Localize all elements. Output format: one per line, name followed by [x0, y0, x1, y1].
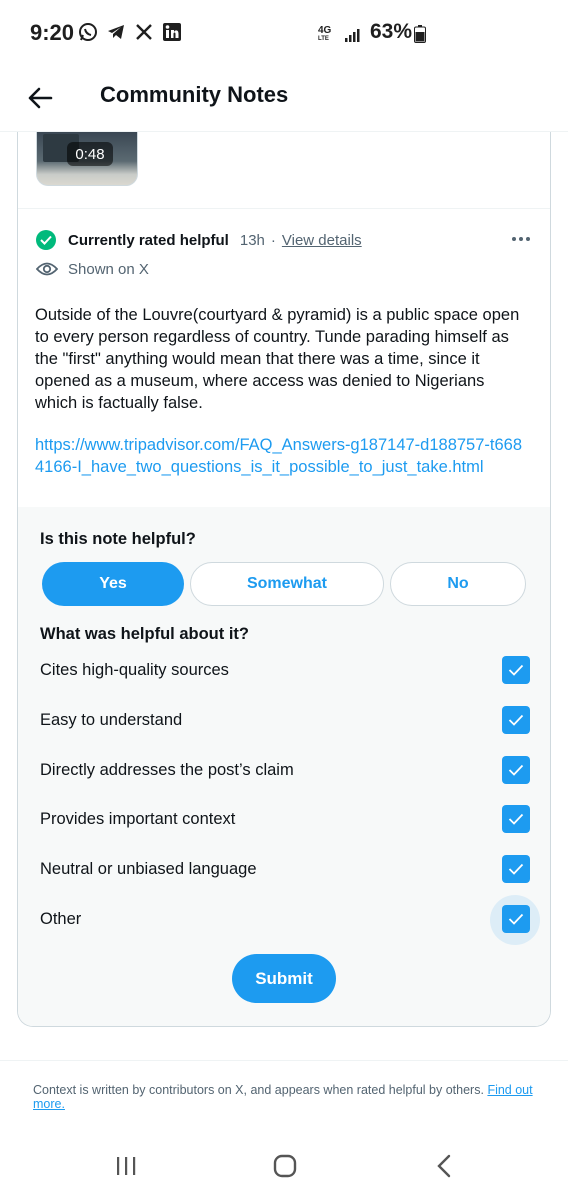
- rating-status-row: [36, 230, 362, 250]
- video-thumbnail[interactable]: [36, 132, 138, 186]
- view-details-link[interactable]: View details: [281, 231, 362, 249]
- footer-divider: [0, 1060, 568, 1061]
- find-out-more-link[interactable]: Find out more.: [33, 1083, 533, 1111]
- check-icon: [508, 714, 524, 726]
- reason-option[interactable]: [40, 705, 530, 735]
- check-icon: [508, 863, 524, 875]
- no-button[interactable]: No: [390, 562, 526, 606]
- status-time: 9:20: [30, 20, 75, 45]
- arrow-left-icon: [27, 86, 53, 110]
- network-label: 4G LTE: [318, 25, 332, 42]
- whatsapp-icon: [78, 22, 98, 42]
- checkbox[interactable]: [502, 905, 530, 933]
- system-nav-bar: [0, 1134, 568, 1199]
- notification-icons: [78, 22, 182, 42]
- yes-button[interactable]: Yes: [42, 562, 184, 606]
- shown-row: [36, 258, 149, 280]
- check-icon: [508, 813, 524, 825]
- telegram-icon: [106, 22, 126, 42]
- reason-label: Cites high-quality sources: [40, 660, 229, 679]
- checkbox[interactable]: [502, 805, 530, 833]
- reason-label: Neutral or unbiased language: [40, 859, 257, 878]
- reason-option[interactable]: [40, 854, 530, 884]
- check-icon: [508, 913, 524, 925]
- back-nav-button[interactable]: [424, 1150, 464, 1182]
- app-header: [0, 68, 568, 132]
- x-icon: [134, 22, 154, 42]
- status-bar: [0, 0, 568, 68]
- reason-option[interactable]: [40, 804, 530, 834]
- recent-apps-button[interactable]: [106, 1150, 146, 1182]
- checkbox[interactable]: [502, 855, 530, 883]
- signal-icon: [345, 28, 363, 47]
- linkedin-icon: [162, 22, 182, 42]
- reason-option[interactable]: [40, 655, 530, 685]
- reason-option[interactable]: [40, 755, 530, 785]
- helpful-question: Is this note helpful?: [40, 530, 196, 548]
- recent-apps-icon: [114, 1155, 138, 1177]
- check-icon: [508, 764, 524, 776]
- divider: [18, 208, 551, 209]
- eye-icon: [36, 258, 58, 280]
- page-title: Community Notes: [100, 82, 289, 107]
- footer-description: Context is written by contributors on X, and appears when rated helpful by others.: [33, 1083, 484, 1097]
- reason-label: Provides important context: [40, 809, 236, 828]
- shown-label: Shown on X: [68, 260, 149, 278]
- reasons-question: What was helpful about it?: [40, 625, 249, 643]
- reason-label: Other: [40, 909, 82, 928]
- somewhat-button[interactable]: Somewhat: [190, 562, 384, 606]
- note-text: Outside of the Louvre(courtyard & pyramid) is a public space open to every person regardless of country. Tunde parading himself as the "first" anything would mean that there was a time, since it opened as a museum, where access was denied to Nigerians which is factually false.: [35, 306, 520, 412]
- reason-option[interactable]: [40, 904, 530, 934]
- checkbox[interactable]: [502, 656, 530, 684]
- checkbox[interactable]: [502, 706, 530, 734]
- submit-button[interactable]: Submit: [232, 954, 336, 1003]
- reason-label: Easy to understand: [40, 710, 183, 729]
- note-card: [17, 132, 551, 1027]
- chevron-left-icon: [436, 1154, 452, 1178]
- source-link[interactable]: https://www.tripadvisor.com/FAQ_Answers-g187147-d188757-t6684166-I_have_two_questions_is_it_possible_to_just_take.html: [35, 436, 523, 476]
- battery-icon: [414, 25, 426, 43]
- check-icon: [508, 664, 524, 676]
- checkbox-focused[interactable]: [502, 905, 530, 933]
- back-button[interactable]: [22, 80, 58, 116]
- rating-status: Currently rated helpful: [68, 231, 229, 249]
- video-duration: 0:48: [67, 142, 113, 166]
- checkbox[interactable]: [502, 756, 530, 784]
- rating-panel: [18, 507, 551, 1027]
- footer-text: [33, 1083, 533, 1111]
- battery-percent: 63%: [370, 20, 413, 43]
- note-age: 13h: [239, 231, 265, 249]
- home-icon: [272, 1153, 298, 1179]
- separator-dot: ·: [270, 231, 276, 249]
- more-options-icon[interactable]: [508, 228, 534, 250]
- reason-label: Directly addresses the post’s claim: [40, 760, 294, 779]
- check-circle-icon: [36, 230, 56, 250]
- home-button[interactable]: [265, 1150, 305, 1182]
